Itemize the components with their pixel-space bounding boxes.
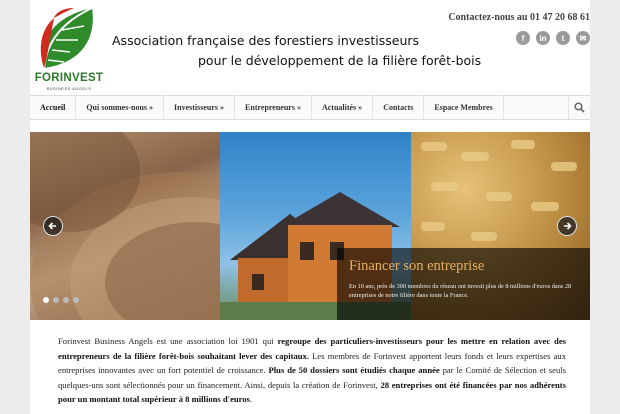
linkedin-icon[interactable]: in [536, 31, 550, 45]
slider-pagination [43, 297, 79, 303]
nav-item-qui-sommes-nous[interactable]: Qui sommes-nous » [76, 95, 164, 120]
slide-caption-text: En 10 ans, près de 300 membres du réseau ont investi plus de 8 millions d'euros dans 28 entreprises de notre filière dans toute la France. [349, 283, 572, 299]
slider-dot-4[interactable] [73, 297, 79, 303]
site-tagline-line1: Association française des forestiers investisseurs [112, 33, 420, 48]
social-links [516, 31, 590, 45]
nav-item-entrepreneurs[interactable]: Entrepreneurs » [235, 95, 312, 120]
slider-prev-button[interactable] [43, 216, 63, 236]
intro-text-3: par le Comité de Sélection et seuls quelques-uns sont sélectionnés pour un financement. Ainsi, depuis la création de Forinvest, [58, 365, 566, 390]
email-icon[interactable]: ✉ [576, 31, 590, 45]
hero-slider [30, 132, 590, 320]
facebook-icon[interactable]: f [516, 31, 530, 45]
intro-paragraph [58, 334, 566, 407]
nav-item-accueil[interactable]: Accueil [30, 95, 76, 120]
nav-item-contacts[interactable]: Contacts [373, 95, 424, 120]
slide-caption-title[interactable]: Financer son entreprise [349, 258, 485, 274]
page [30, 0, 590, 414]
intro-text-2: Les membres de Forinvest apportent leurs fonds et leurs expertises aux entreprises innovantes avec un fort potentiel de croissance. [58, 350, 566, 376]
nav-item-actualites[interactable]: Actualités » [312, 95, 373, 120]
site-logo[interactable] [34, 4, 104, 90]
logo-name: FORINVEST [34, 72, 104, 84]
intro-bold-3: 28 entreprises ont été financées par nos adhérents pour un montant total supérieur à 8 millions d'euros [58, 379, 566, 405]
nav-item-espace-membres[interactable]: Espace Membres [424, 95, 503, 120]
search-icon [574, 102, 585, 113]
arrow-right-icon [562, 221, 572, 231]
slider-dot-1[interactable] [43, 297, 49, 303]
intro-text-1: Forinvest Business Angels est une association loi 1901 qui [58, 336, 278, 346]
main-nav [30, 95, 590, 120]
search-button[interactable] [568, 96, 590, 119]
contact-phone: Contactez-nous au 01 47 20 68 61 [448, 12, 590, 23]
leaf-logo-icon [34, 4, 104, 72]
twitter-icon[interactable]: t [556, 31, 570, 45]
arrow-left-icon [48, 221, 58, 231]
intro-bold-1: regroupe des particuliers-investisseurs pour les mettre en relation avec des entrepreneurs de la filière forêt-bois souhaitant lever des capitaux. [58, 336, 566, 361]
slide-caption [337, 248, 590, 320]
nav-item-investisseurs[interactable]: Investisseurs » [164, 95, 235, 120]
slider-next-button[interactable] [557, 216, 577, 236]
intro-text-4: . [249, 394, 253, 405]
intro-bold-2: Plus de 50 dossiers sont étudiés chaque année [268, 365, 440, 376]
slider-dot-2[interactable] [53, 297, 59, 303]
site-tagline-line2: pour le développement de la filière forêt-bois [198, 53, 482, 68]
logo-subtitle: BUSINESS ANGELS [46, 86, 92, 91]
slider-dot-3[interactable] [63, 297, 69, 303]
